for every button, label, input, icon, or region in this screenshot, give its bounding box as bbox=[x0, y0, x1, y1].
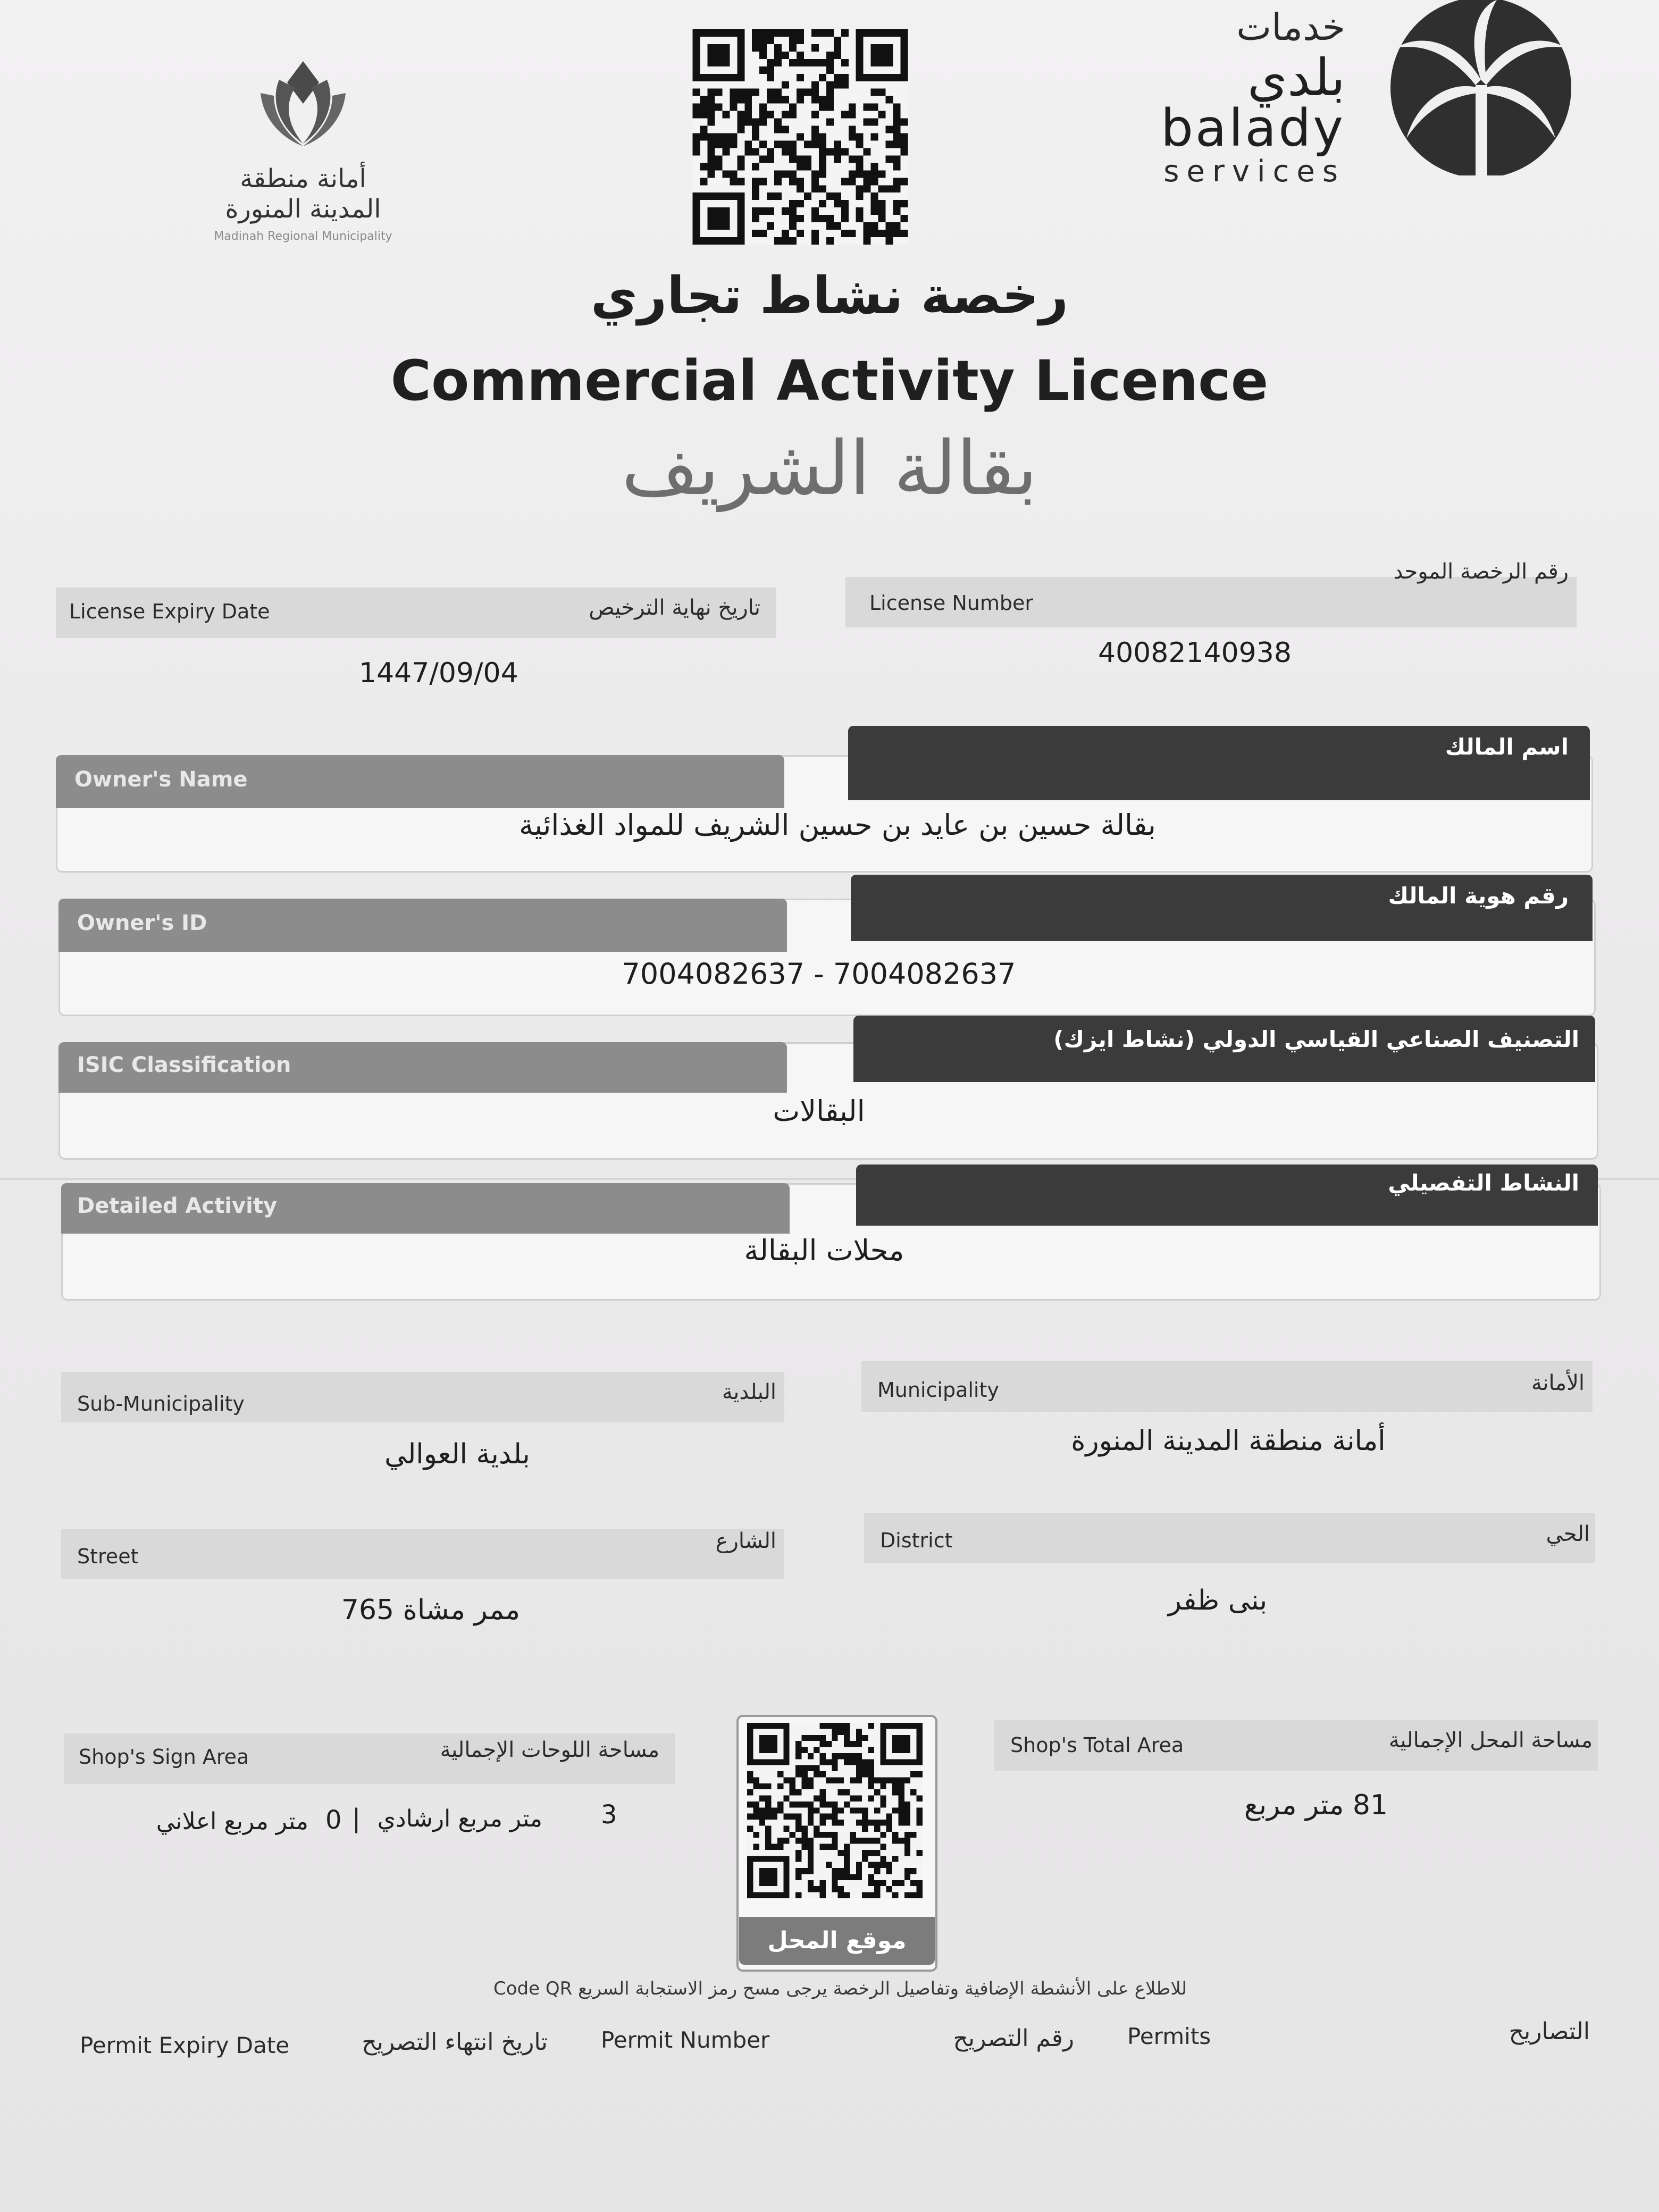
municipality-label-ar: الأمانة bbox=[1531, 1371, 1585, 1395]
municipality-name-en: Madinah Regional Municipality bbox=[214, 230, 392, 243]
street-label-ar: الشارع bbox=[715, 1529, 776, 1553]
municipality-name-ar-line1: أمانة منطقة bbox=[240, 164, 366, 194]
owner-name-value: بقالة حسين بن عايد بن حسين الشريف للمواد الغذائية bbox=[519, 808, 1156, 842]
permit-number-label-ar: رقم التصريح bbox=[953, 2025, 1074, 2052]
district-value: بنى ظفر bbox=[1168, 1585, 1268, 1616]
detailed-activity-value: محلات البقالة bbox=[744, 1234, 904, 1267]
license-expiry-label-ar: تاريخ نهاية الترخيص bbox=[589, 596, 760, 620]
sign-area-separator: | bbox=[352, 1804, 361, 1833]
detailed-activity-label-en: Detailed Activity bbox=[77, 1194, 278, 1218]
isic-value: البقالات bbox=[773, 1094, 865, 1128]
sign-area-guide-value: 3 bbox=[601, 1800, 617, 1830]
document-title-ar: رخصة نشاط تجاري bbox=[590, 266, 1069, 325]
medina-municipality-logo-icon bbox=[250, 51, 356, 152]
palm-tree-icon bbox=[1375, 0, 1587, 175]
license-number-value: 40082140938 bbox=[1098, 637, 1292, 669]
owner-id-value: 7004082637 - 7004082637 bbox=[622, 957, 1016, 991]
license-expiry-label-en: License Expiry Date bbox=[69, 600, 270, 623]
permit-expiry-label-ar: تاريخ انتهاء التصريح bbox=[362, 2029, 548, 2056]
sub-municipality-label-ar: البلدية bbox=[722, 1380, 776, 1404]
permit-number-label-en: Permit Number bbox=[601, 2027, 770, 2053]
sign-area-label-ar: مساحة اللوحات الإجمالية bbox=[440, 1738, 659, 1762]
balady-name-ar: بلدي bbox=[1247, 48, 1345, 107]
sub-municipality-value: بلدية العوالي bbox=[384, 1438, 530, 1470]
municipality-name-ar-line2: المدينة المنورة bbox=[225, 194, 381, 224]
municipality-label-en: Municipality bbox=[877, 1378, 999, 1402]
municipality-value: أمانة منطقة المدينة المنورة bbox=[1071, 1425, 1386, 1457]
shop-name: بقالة الشريف bbox=[621, 425, 1038, 512]
total-area-label-en: Shop's Total Area bbox=[1010, 1733, 1184, 1757]
isic-label-en: ISIC Classification bbox=[77, 1053, 291, 1077]
balady-name-en: balady bbox=[1160, 98, 1345, 158]
owner-id-label-en: Owner's ID bbox=[77, 911, 207, 935]
location-qr-label: موقع المحل bbox=[739, 1917, 935, 1965]
qr-code-icon[interactable] bbox=[691, 29, 909, 245]
balady-services-en: services bbox=[1163, 154, 1345, 189]
detailed-activity-label-ar: النشاط التفصيلي bbox=[1388, 1170, 1579, 1196]
sign-area-guide-unit: متر مربع ارشادي bbox=[377, 1805, 542, 1832]
district-label-ar: الحي bbox=[1546, 1522, 1590, 1546]
qr-instruction-note: للاطلاع على الأنشطة الإضافية وتفاصيل الرخصة يرجى مسح رمز الاستجابة السريع Code QR bbox=[493, 1978, 1187, 1999]
qr-code-icon[interactable] bbox=[747, 1723, 923, 1898]
total-area-value: 81 متر مربع bbox=[1244, 1789, 1388, 1821]
owner-name-label-en: Owner's Name bbox=[74, 767, 248, 792]
permit-expiry-label-en: Permit Expiry Date bbox=[80, 2032, 290, 2058]
sign-area-ad-value: 0 bbox=[325, 1805, 342, 1835]
license-number-label-en: License Number bbox=[869, 591, 1033, 615]
balady-services-ar: خدمات bbox=[1236, 5, 1345, 49]
isic-label-ar: التصنيف الصناعي القياسي الدولي (نشاط ايزك) bbox=[1053, 1026, 1579, 1052]
sub-municipality-label-en: Sub-Municipality bbox=[77, 1392, 245, 1415]
sign-area-label-en: Shop's Sign Area bbox=[79, 1745, 249, 1769]
permits-label-en: Permits bbox=[1127, 2023, 1211, 2049]
street-label-en: Street bbox=[77, 1545, 139, 1568]
license-number-label-ar: رقم الرخصة الموحد bbox=[1393, 559, 1569, 584]
district-label-en: District bbox=[880, 1529, 953, 1552]
license-expiry-value: 1447/09/04 bbox=[359, 657, 518, 689]
owner-id-label-ar: رقم هوية المالك bbox=[1388, 883, 1569, 909]
owner-name-label-ar: اسم المالك bbox=[1445, 734, 1569, 760]
document-title-en: Commercial Activity Licence bbox=[390, 348, 1269, 413]
permits-label-ar: التصاريح bbox=[1509, 2018, 1590, 2045]
total-area-label-ar: مساحة المحل الإجمالية bbox=[1388, 1728, 1593, 1753]
sign-area-ad-unit: متر مربع اعلاني bbox=[156, 1808, 308, 1835]
street-value: ممر مشاة 765 bbox=[341, 1594, 521, 1626]
